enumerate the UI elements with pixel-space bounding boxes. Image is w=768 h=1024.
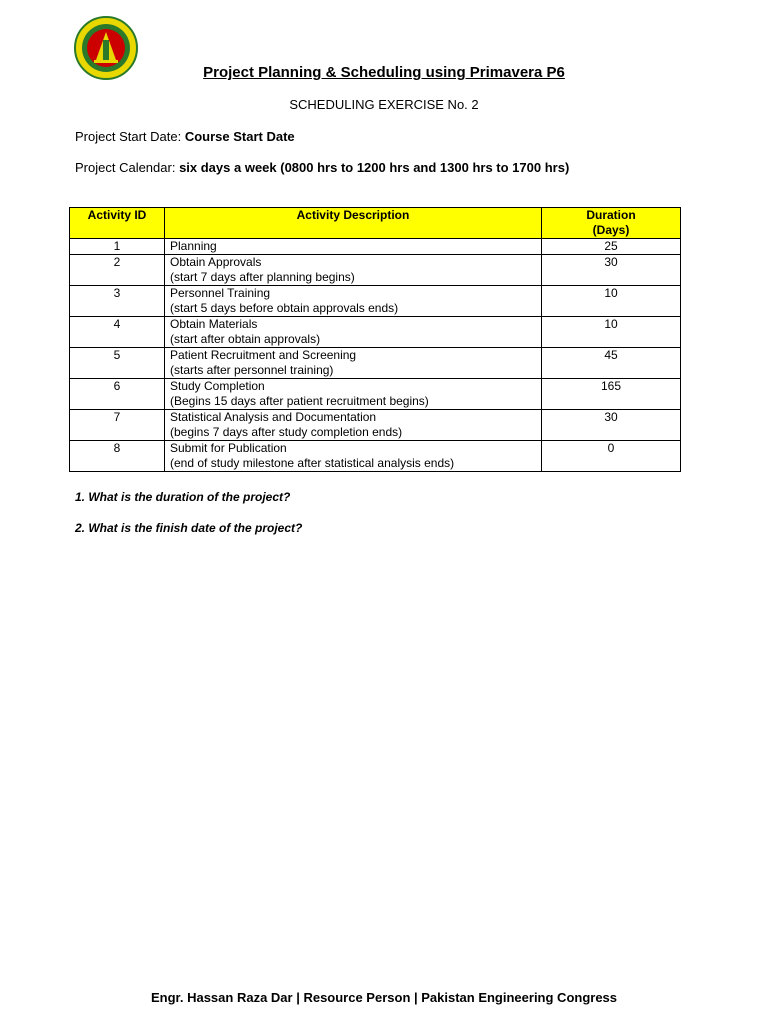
activity-description: [165, 239, 542, 255]
activity-note: (begins 7 days after study completion ends): [170, 425, 403, 439]
table-row: [70, 239, 681, 255]
table-row: [70, 317, 681, 348]
project-start-date: [75, 129, 295, 144]
question-1: 1. What is the duration of the project?: [75, 490, 291, 504]
exercise-subtitle: SCHEDULING EXERCISE No. 2: [289, 97, 479, 112]
activity-description: [165, 410, 542, 441]
activity-description: [165, 379, 542, 410]
table-row: [70, 379, 681, 410]
activity-title: Planning: [170, 239, 217, 253]
project-calendar: [75, 160, 569, 175]
activity-duration: 0: [542, 441, 681, 472]
activity-title: Personnel Training: [170, 286, 271, 300]
header-duration-line1: Duration: [586, 208, 636, 222]
activity-id: 1: [70, 239, 165, 255]
activity-title: Obtain Approvals: [170, 255, 262, 269]
activity-duration: 30: [542, 255, 681, 286]
calendar-label: Project Calendar:: [75, 160, 180, 175]
table-row: [70, 348, 681, 379]
start-date-label: Project Start Date:: [75, 129, 185, 144]
table-row: [70, 441, 681, 472]
activity-duration: 45: [542, 348, 681, 379]
activity-duration: 30: [542, 410, 681, 441]
activity-title: Submit for Publication: [170, 441, 287, 455]
activity-description: [165, 317, 542, 348]
activity-table: [69, 207, 681, 472]
activity-title: Obtain Materials: [170, 317, 258, 331]
activity-id: 2: [70, 255, 165, 286]
activity-note: (Begins 15 days after patient recruitment begins): [170, 394, 429, 408]
activity-note: (start after obtain approvals): [170, 332, 321, 346]
header-activity-id: Activity ID: [70, 208, 165, 239]
activity-duration: 25: [542, 239, 681, 255]
activity-title: Study Completion: [170, 379, 265, 393]
page-title: Project Planning & Scheduling using Primavera P6: [203, 64, 565, 81]
activity-description: [165, 441, 542, 472]
activity-duration: 165: [542, 379, 681, 410]
activity-duration: 10: [542, 317, 681, 348]
calendar-value: six days a week (0800 hrs to 1200 hrs and 1300 hrs to 1700 hrs): [179, 160, 570, 175]
activity-id: 6: [70, 379, 165, 410]
activity-duration: 10: [542, 286, 681, 317]
footer-credit: Engr. Hassan Raza Dar | Resource Person | Pakistan Engineering Congress: [150, 990, 618, 1005]
header-duration: [542, 208, 681, 239]
table-header-row: [70, 208, 681, 239]
table-row: [70, 410, 681, 441]
activity-id: 7: [70, 410, 165, 441]
activity-id: 5: [70, 348, 165, 379]
activity-title: Patient Recruitment and Screening: [170, 348, 357, 362]
activity-title: Statistical Analysis and Documentation: [170, 410, 377, 424]
table-row: [70, 286, 681, 317]
start-date-value: Course Start Date: [184, 129, 295, 144]
header-activity-description: Activity Description: [165, 208, 542, 239]
activity-note: (start 7 days after planning begins): [170, 270, 355, 284]
activity-note: (end of study milestone after statistical analysis ends): [170, 456, 455, 470]
activity-id: 3: [70, 286, 165, 317]
activity-description: [165, 348, 542, 379]
question-2: 2. What is the finish date of the project?: [75, 521, 303, 535]
activity-note: (start 5 days before obtain approvals ends): [170, 301, 399, 315]
activity-description: [165, 286, 542, 317]
header-duration-line2: (Days): [592, 223, 630, 237]
activity-note: (starts after personnel training): [170, 363, 334, 377]
activity-description: [165, 255, 542, 286]
activity-id: 8: [70, 441, 165, 472]
activity-id: 4: [70, 317, 165, 348]
table-row: [70, 255, 681, 286]
